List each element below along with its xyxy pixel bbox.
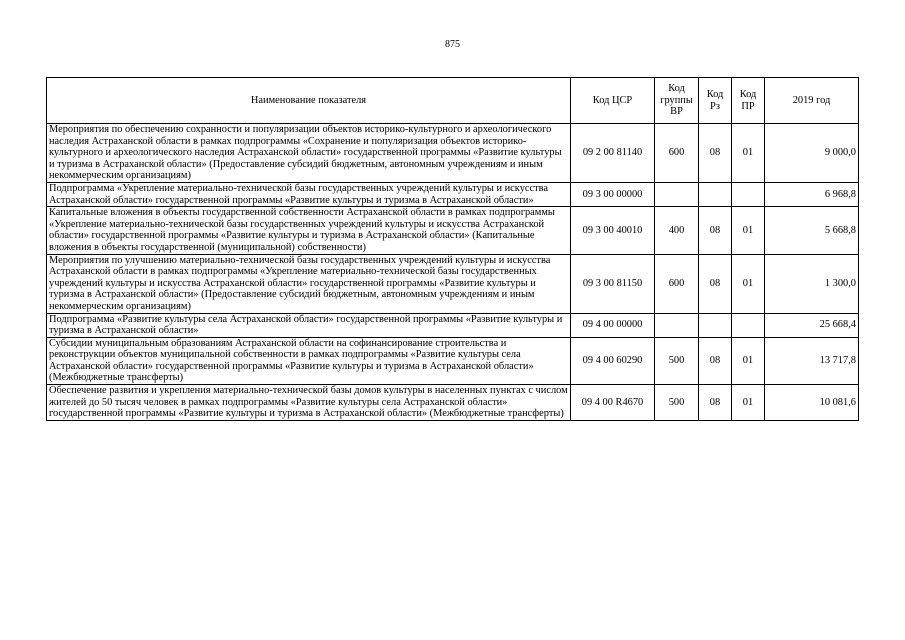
page-number: 875 [445, 39, 460, 50]
row-rz: 08 [699, 254, 732, 313]
row-pr: 01 [732, 254, 765, 313]
row-name: Обеспечение развития и укрепления материально-технической базы домов культуры в населенных пунктах с числом жителей до 50 тысяч человек в рамках подпрограммы «Развитие культуры села Астраханской области» государственной программы «Развитие культуры и туризма в Астраханской области» (Межбюджетные трансферты) [47, 385, 571, 421]
row-pr: 01 [732, 337, 765, 384]
row-name: Подпрограмма «Укрепление материально-технической базы государственных учреждений культуры и искусства Астраханской области» государственной программы «Развитие культуры и туризма в Астраханской области» [47, 182, 571, 206]
row-csr: 09 4 00 00000 [571, 313, 655, 337]
row-vr: 500 [655, 385, 699, 421]
table-row [47, 254, 859, 313]
table-row [47, 207, 859, 254]
header-year: 2019 год [765, 78, 859, 124]
row-vr [655, 182, 699, 206]
row-name: Мероприятия по улучшению материально-технической базы государственных учреждений культуры и искусства Астраханской области в рамках подпрограммы «Укрепление материально-технической базы государственных учреждений культуры и искусства Астраханской области» государственной программы «Развитие культуры и туризма в Астраханской области» (Предоставление субсидий бюджетным, автономным учреждениям и иным некоммерческим организациям) [47, 254, 571, 313]
row-vr: 600 [655, 254, 699, 313]
row-rz: 08 [699, 207, 732, 254]
table-header-row [47, 78, 859, 124]
table-row [47, 124, 859, 183]
table-row [47, 337, 859, 384]
header-vr: Код группы ВР [655, 78, 699, 124]
row-rz [699, 313, 732, 337]
row-amount: 25 668,4 [765, 313, 859, 337]
header-csr: Код ЦСР [571, 78, 655, 124]
row-rz: 08 [699, 124, 732, 183]
row-name: Капитальные вложения в объекты государственной собственности Астраханской области в рамках подпрограммы «Укрепление материально-технической базы государственных учреждений культуры и искусства Астраханской области» государственной программы «Развитие культуры и туризма в Астраханской области» (Капитальные вложения в объекты государственной (муниципальной) собственности) [47, 207, 571, 254]
row-pr [732, 313, 765, 337]
row-csr: 09 2 00 81140 [571, 124, 655, 183]
row-name: Субсидии муниципальным образованиям Астраханской области на софинансирование строительства и реконструкции объектов муниципальной собственности в рамках подпрограммы «Развитие культуры села Астраханской области» государственной программы «Развитие культуры и туризма в Астраханской области» (Межбюджетные трансферты) [47, 337, 571, 384]
budget-table [46, 77, 859, 421]
row-csr: 09 3 00 81150 [571, 254, 655, 313]
row-amount: 1 300,0 [765, 254, 859, 313]
row-pr: 01 [732, 207, 765, 254]
row-csr: 09 3 00 40010 [571, 207, 655, 254]
table-row [47, 182, 859, 206]
header-pr: Код ПР [732, 78, 765, 124]
row-pr: 01 [732, 385, 765, 421]
row-pr: 01 [732, 124, 765, 183]
header-name: Наименование показателя [47, 78, 571, 124]
row-vr: 500 [655, 337, 699, 384]
row-name: Подпрограмма «Развитие культуры села Астраханской области» государственной программы «Развитие культуры и туризма в Астраханской области» [47, 313, 571, 337]
row-vr [655, 313, 699, 337]
table-row [47, 385, 859, 421]
row-amount: 9 000,0 [765, 124, 859, 183]
row-vr: 600 [655, 124, 699, 183]
header-rz: Код Рз [699, 78, 732, 124]
row-csr: 09 4 00 60290 [571, 337, 655, 384]
row-csr: 09 4 00 R4670 [571, 385, 655, 421]
row-amount: 13 717,8 [765, 337, 859, 384]
row-amount: 5 668,8 [765, 207, 859, 254]
row-csr: 09 3 00 00000 [571, 182, 655, 206]
row-rz: 08 [699, 337, 732, 384]
row-name: Мероприятия по обеспечению сохранности и популяризации объектов историко-культурного и археологического наследия Астраханской области в рамках подпрограммы «Сохранение и популяризация объектов историко-культурного и археологического наследия Астраханской области» государственной программы «Развитие культуры и туризма в Астраханской области» (Предоставление субсидий бюджетным, автономным учреждениям и иным некоммерческим организациям) [47, 124, 571, 183]
row-vr: 400 [655, 207, 699, 254]
row-rz [699, 182, 732, 206]
row-rz: 08 [699, 385, 732, 421]
row-pr [732, 182, 765, 206]
row-amount: 6 968,8 [765, 182, 859, 206]
row-amount: 10 081,6 [765, 385, 859, 421]
table-row [47, 313, 859, 337]
